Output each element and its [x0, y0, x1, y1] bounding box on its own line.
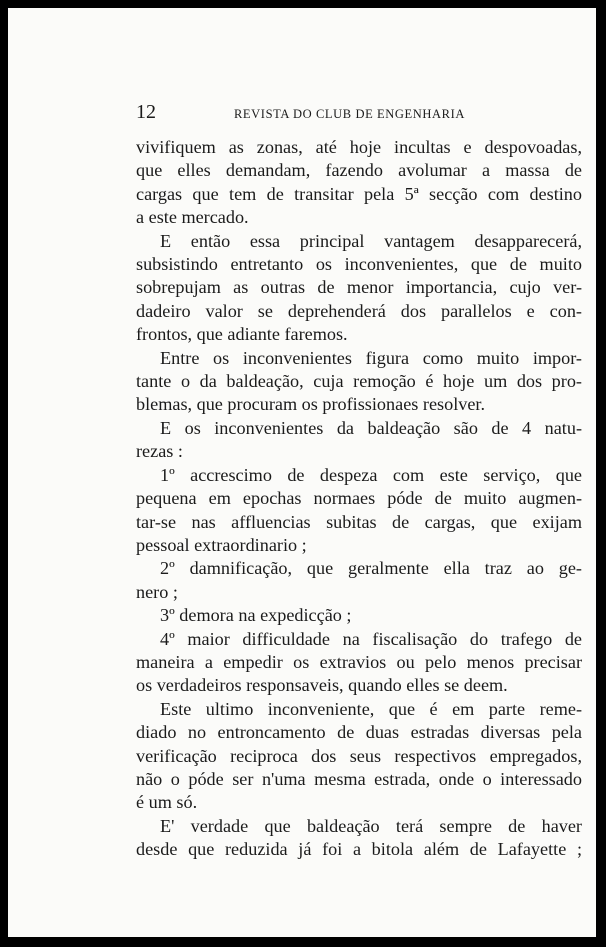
text-line: Este ultimo inconveniente, que é em parte reme-: [160, 698, 582, 719]
text-line: 1º accrescimo de despeza com este serviço, que: [160, 464, 582, 485]
text-line: que elles demandam, fazendo avolumar a massa de: [136, 160, 582, 181]
text-line: pequena em epochas normaes póde de muito augmen-: [136, 488, 582, 509]
text-line: E' verdade que baldeação terá sempre de haver: [160, 815, 582, 836]
text-line: E os inconvenientes da baldeação são de 4 natu-: [160, 417, 582, 438]
text-line: nero ;: [136, 581, 178, 602]
text-line: é um só.: [136, 792, 198, 813]
text-line: sobrepujam as outras de menor importancia, cujo ver-: [136, 277, 582, 298]
text-line: E então essa principal vantagem desapparecerá,: [160, 230, 582, 251]
text-line: desde que reduzida já foi a bitola além de Lafayette ;: [136, 839, 582, 860]
text-line: 2º damnificação, que geralmente ella traz ao ge-: [160, 558, 582, 579]
text-line: não o póde ser n'uma mesma estrada, onde o interessado: [136, 768, 582, 789]
text-line: dadeiro valor se deprehenderá dos parallelos e con-: [136, 300, 582, 321]
page-header: [136, 101, 582, 125]
text-line: 3º demora na expedicção ;: [160, 605, 352, 626]
text-line: maneira a empedir os extravios ou pelo menos precisar: [136, 651, 582, 672]
text-line: a este mercado.: [136, 207, 249, 228]
body-text: [136, 136, 582, 862]
text-line: frontos, que adiante faremos.: [136, 324, 348, 345]
text-line: subsistindo entretanto os inconvenientes, que de muito: [136, 254, 582, 275]
text-line: cargas que tem de transitar pela 5ª secção com destino: [136, 183, 582, 204]
text-line: rezas :: [136, 441, 183, 462]
running-head: REVISTA DO CLUB DE ENGENHARIA: [234, 107, 465, 121]
text-line: pessoal extraordinario ;: [136, 534, 307, 555]
text-line: blemas, que procuram os profissionaes resolver.: [136, 394, 486, 415]
text-line: vivifiquem as zonas, até hoje incultas e despovoadas,: [136, 137, 582, 157]
text-line: verificação reciproca dos seus respectivos empregados,: [136, 745, 582, 766]
text-line: tar-se nas affluencias subitas de cargas, que exijam: [136, 511, 582, 532]
text-line: diado no entroncamento de duas estradas diversas pela: [136, 722, 582, 743]
text-line: os verdadeiros responsaveis, quando elles se deem.: [136, 675, 508, 696]
text-line: tante o da baldeação, cuja remoção é hoje um dos pro-: [136, 371, 582, 392]
text-line: Entre os inconvenientes figura como muito impor-: [160, 347, 582, 368]
book-page: [8, 8, 596, 937]
text-line: 4º maior difficuldade na fiscalisação do trafego de: [160, 628, 582, 649]
page-number: 12: [136, 101, 156, 123]
